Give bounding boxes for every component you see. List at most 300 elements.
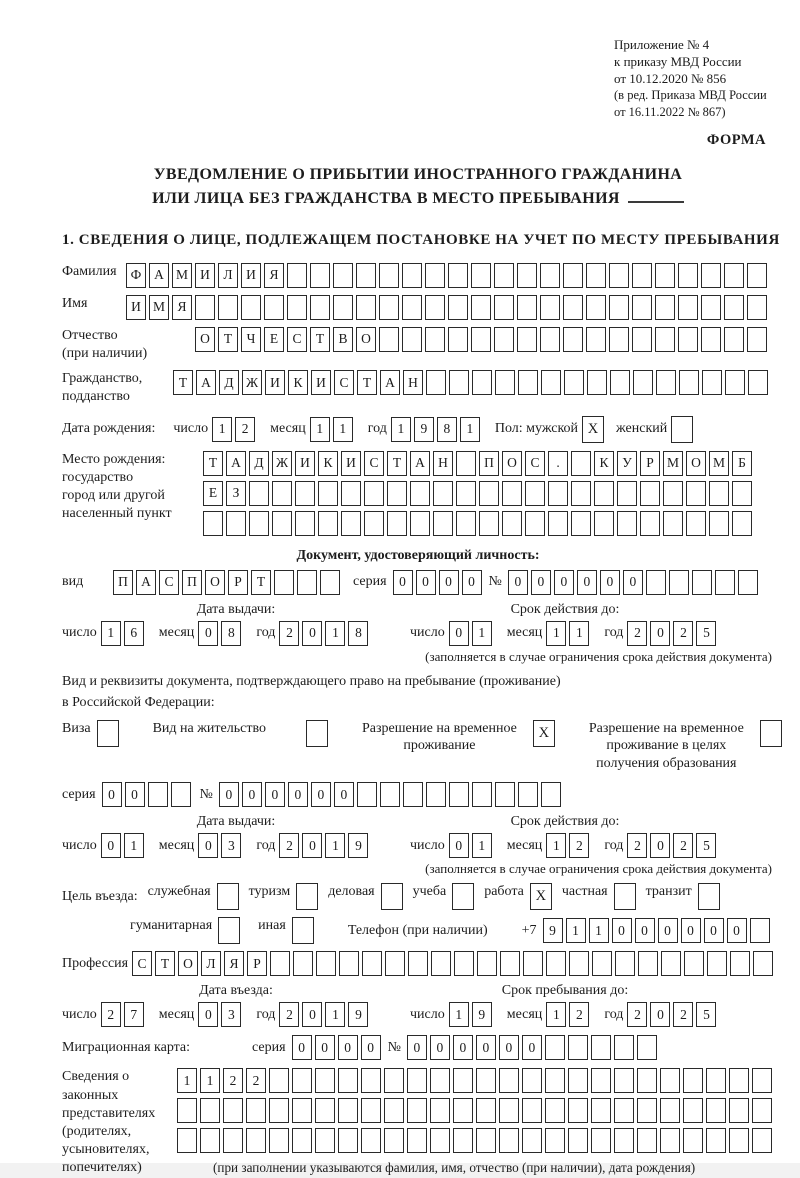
surname-cell[interactable] [425,263,445,288]
birth-place-cell[interactable]: К [594,451,614,476]
residence-number-cell[interactable] [495,782,515,807]
patronymic-cell[interactable] [402,327,422,352]
identity-issue-month-cell[interactable]: 8 [221,621,241,646]
birth-place-cell[interactable] [663,481,683,506]
representative-cell[interactable] [637,1128,657,1153]
residence-number-cell[interactable]: 0 [219,782,239,807]
representative-cell[interactable] [499,1068,519,1093]
birth-place-cell[interactable] [709,511,729,536]
stay-until-year-cell[interactable]: 0 [650,1002,670,1027]
temp-permit-education-checkbox[interactable] [760,720,782,747]
birth-year-cell[interactable]: 8 [437,417,457,442]
phone-digit-cell[interactable] [750,918,770,943]
profession-cell[interactable]: Я [224,951,244,976]
citizenship-cell[interactable] [702,370,722,395]
residence-valid-year-cell[interactable]: 5 [696,833,716,858]
residence-number-cell[interactable]: 0 [334,782,354,807]
citizenship-cell[interactable]: А [196,370,216,395]
representative-cell[interactable] [430,1068,450,1093]
birth-place-cell[interactable] [272,481,292,506]
surname-cell[interactable] [724,263,744,288]
representative-cell[interactable] [614,1068,634,1093]
surname-cell[interactable]: А [149,263,169,288]
representative-cell[interactable] [729,1068,749,1093]
migration-number-cell[interactable]: 0 [522,1035,542,1060]
birth-place-cell[interactable]: И [341,451,361,476]
patronymic-cell[interactable]: Е [264,327,284,352]
patronymic-cell[interactable]: Т [310,327,330,352]
identity-kind-cell[interactable]: П [113,570,133,595]
representative-cell[interactable] [292,1128,312,1153]
citizenship-cell[interactable]: И [311,370,331,395]
profession-cell[interactable] [730,951,750,976]
entry-day-cell[interactable]: 7 [124,1002,144,1027]
profession-cell[interactable] [431,951,451,976]
birth-place-cell[interactable]: С [364,451,384,476]
birth-place-cell[interactable] [709,481,729,506]
given-name-cell[interactable] [540,295,560,320]
representative-cell[interactable] [476,1068,496,1093]
birth-place-cell[interactable] [640,481,660,506]
representative-cell[interactable] [683,1068,703,1093]
migration-number-cell[interactable]: 0 [430,1035,450,1060]
representative-cell[interactable] [200,1098,220,1123]
citizenship-cell[interactable]: И [265,370,285,395]
representative-cell[interactable] [430,1128,450,1153]
profession-cell[interactable] [339,951,359,976]
citizenship-cell[interactable] [679,370,699,395]
representative-cell[interactable] [223,1128,243,1153]
identity-valid-month-cell[interactable]: 1 [569,621,589,646]
citizenship-cell[interactable]: Т [173,370,193,395]
identity-number-cell[interactable]: 0 [508,570,528,595]
representative-cell[interactable] [361,1068,381,1093]
citizenship-cell[interactable] [426,370,446,395]
profession-cell[interactable]: О [178,951,198,976]
identity-issue-year-cell[interactable]: 2 [279,621,299,646]
surname-cell[interactable] [655,263,675,288]
birth-place-cell[interactable] [525,511,545,536]
residence-number-cell[interactable] [541,782,561,807]
birth-place-cell[interactable]: Р [640,451,660,476]
birth-place-cell[interactable] [249,481,269,506]
profession-cell[interactable] [293,951,313,976]
given-name-cell[interactable] [678,295,698,320]
representative-cell[interactable] [453,1128,473,1153]
surname-cell[interactable] [448,263,468,288]
surname-cell[interactable] [563,263,583,288]
identity-kind-cell[interactable] [320,570,340,595]
representative-cell[interactable] [292,1098,312,1123]
identity-issue-year-cell[interactable]: 0 [302,621,322,646]
patronymic-cell[interactable] [517,327,537,352]
patronymic-cell[interactable] [701,327,721,352]
profession-cell[interactable] [362,951,382,976]
phone-digit-cell[interactable]: 0 [658,918,678,943]
birth-place-cell[interactable] [686,481,706,506]
migration-seriya-cell[interactable]: 0 [361,1035,381,1060]
representative-cell[interactable] [591,1068,611,1093]
phone-digit-cell[interactable]: 0 [727,918,747,943]
given-name-cell[interactable] [379,295,399,320]
representative-cell[interactable] [683,1128,703,1153]
birth-place-cell[interactable]: Ж [272,451,292,476]
birth-day-cell[interactable]: 1 [212,417,232,442]
citizenship-cell[interactable] [748,370,768,395]
residence-issue-day-cell[interactable]: 0 [101,833,121,858]
identity-kind-cell[interactable]: О [205,570,225,595]
entry-month-cell[interactable]: 0 [198,1002,218,1027]
birth-place-cell[interactable] [364,511,384,536]
entry-month-cell[interactable]: 3 [221,1002,241,1027]
stay-until-day-cell[interactable]: 1 [449,1002,469,1027]
residence-number-cell[interactable] [518,782,538,807]
representative-cell[interactable] [545,1068,565,1093]
migration-number-cell[interactable] [591,1035,611,1060]
surname-cell[interactable]: Ф [126,263,146,288]
sex-female-checkbox[interactable] [671,416,693,443]
identity-kind-cell[interactable] [297,570,317,595]
given-name-cell[interactable] [287,295,307,320]
representative-cell[interactable] [269,1098,289,1123]
identity-number-cell[interactable]: 0 [531,570,551,595]
representative-cell[interactable] [706,1128,726,1153]
migration-number-cell[interactable] [568,1035,588,1060]
birth-place-cell[interactable]: Е [203,481,223,506]
residence-valid-year-cell[interactable]: 2 [673,833,693,858]
given-name-cell[interactable] [356,295,376,320]
birth-place-cell[interactable]: Т [387,451,407,476]
patronymic-cell[interactable] [632,327,652,352]
birth-place-cell[interactable] [525,481,545,506]
identity-number-cell[interactable] [646,570,666,595]
given-name-cell[interactable] [586,295,606,320]
stay-until-day-cell[interactable]: 9 [472,1002,492,1027]
representative-cell[interactable] [315,1068,335,1093]
birth-place-cell[interactable] [456,451,476,476]
representative-cell[interactable] [384,1128,404,1153]
patronymic-cell[interactable] [448,327,468,352]
birth-place-cell[interactable]: Н [433,451,453,476]
representative-cell[interactable] [660,1128,680,1153]
profession-cell[interactable] [684,951,704,976]
given-name-cell[interactable] [632,295,652,320]
residence-number-cell[interactable] [426,782,446,807]
residence-number-cell[interactable]: 0 [242,782,262,807]
birth-place-cell[interactable] [594,511,614,536]
representative-cell[interactable] [637,1068,657,1093]
identity-valid-year-cell[interactable]: 2 [627,621,647,646]
representative-cell[interactable] [476,1098,496,1123]
representative-cell[interactable]: 2 [246,1068,266,1093]
birth-place-cell[interactable]: А [410,451,430,476]
representative-cell[interactable] [384,1068,404,1093]
representative-cell[interactable] [522,1098,542,1123]
patronymic-cell[interactable]: Т [218,327,238,352]
birth-place-cell[interactable] [341,511,361,536]
given-name-cell[interactable] [402,295,422,320]
representative-cell[interactable] [522,1128,542,1153]
residence-issue-month-cell[interactable]: 0 [198,833,218,858]
representative-cell[interactable] [522,1068,542,1093]
temp-permit-checkbox[interactable]: X [533,720,555,747]
representative-cell[interactable] [729,1128,749,1153]
birth-place-cell[interactable] [617,481,637,506]
identity-issue-day-cell[interactable]: 6 [124,621,144,646]
patronymic-cell[interactable]: Ч [241,327,261,352]
residence-valid-day-cell[interactable]: 0 [449,833,469,858]
identity-issue-day-cell[interactable]: 1 [101,621,121,646]
representative-cell[interactable] [269,1128,289,1153]
identity-valid-year-cell[interactable]: 0 [650,621,670,646]
identity-valid-month-cell[interactable]: 1 [546,621,566,646]
residence-seriya-cell[interactable] [148,782,168,807]
birth-place-cell[interactable]: О [686,451,706,476]
identity-issue-year-cell[interactable]: 1 [325,621,345,646]
citizenship-cell[interactable]: Т [357,370,377,395]
birth-place-cell[interactable]: И [295,451,315,476]
residence-seriya-cell[interactable]: 0 [125,782,145,807]
representative-cell[interactable] [752,1128,772,1153]
surname-cell[interactable] [471,263,491,288]
birth-place-cell[interactable] [479,511,499,536]
birth-place-cell[interactable] [295,481,315,506]
birth-place-cell[interactable]: К [318,451,338,476]
representative-cell[interactable] [591,1098,611,1123]
stay-until-year-cell[interactable]: 2 [627,1002,647,1027]
entry-day-cell[interactable]: 2 [101,1002,121,1027]
purpose-humanitarian-checkbox[interactable] [218,917,240,944]
birth-place-cell[interactable] [732,481,752,506]
stay-until-year-cell[interactable]: 2 [673,1002,693,1027]
sex-male-checkbox[interactable]: X [582,416,604,443]
birth-place-cell[interactable]: З [226,481,246,506]
representative-cell[interactable] [545,1098,565,1123]
residence-valid-month-cell[interactable]: 2 [569,833,589,858]
migration-number-cell[interactable] [614,1035,634,1060]
birth-place-cell[interactable]: Д [249,451,269,476]
birth-place-cell[interactable] [594,481,614,506]
residence-issue-year-cell[interactable]: 2 [279,833,299,858]
representative-cell[interactable] [338,1128,358,1153]
birth-place-cell[interactable] [272,511,292,536]
residence-number-cell[interactable] [472,782,492,807]
representative-cell[interactable] [177,1098,197,1123]
patronymic-cell[interactable]: О [356,327,376,352]
birth-month-cell[interactable]: 1 [310,417,330,442]
phone-digit-cell[interactable]: 1 [566,918,586,943]
patronymic-cell[interactable] [563,327,583,352]
representative-cell[interactable] [292,1068,312,1093]
given-name-cell[interactable] [425,295,445,320]
surname-cell[interactable] [586,263,606,288]
purpose-study-checkbox[interactable] [452,883,474,910]
representative-cell[interactable] [660,1098,680,1123]
entry-year-cell[interactable]: 9 [348,1002,368,1027]
representative-cell[interactable] [499,1128,519,1153]
representative-cell[interactable] [729,1098,749,1123]
identity-valid-year-cell[interactable]: 2 [673,621,693,646]
profession-cell[interactable] [408,951,428,976]
representative-cell[interactable] [637,1098,657,1123]
birth-place-cell[interactable] [456,481,476,506]
birth-place-cell[interactable] [617,511,637,536]
birth-place-cell[interactable] [410,481,430,506]
birth-place-cell[interactable] [433,481,453,506]
profession-cell[interactable]: Л [201,951,221,976]
representative-cell[interactable] [338,1068,358,1093]
patronymic-cell[interactable] [678,327,698,352]
citizenship-cell[interactable] [564,370,584,395]
surname-cell[interactable] [540,263,560,288]
birth-place-cell[interactable]: М [709,451,729,476]
surname-cell[interactable]: М [172,263,192,288]
citizenship-cell[interactable] [656,370,676,395]
given-name-cell[interactable] [701,295,721,320]
residence-issue-year-cell[interactable]: 0 [302,833,322,858]
representative-cell[interactable]: 2 [223,1068,243,1093]
given-name-cell[interactable] [218,295,238,320]
representative-cell[interactable] [752,1068,772,1093]
patronymic-cell[interactable] [586,327,606,352]
residence-number-cell[interactable] [380,782,400,807]
birth-place-cell[interactable] [410,511,430,536]
given-name-cell[interactable] [517,295,537,320]
profession-cell[interactable] [638,951,658,976]
birth-place-cell[interactable] [341,481,361,506]
surname-cell[interactable] [287,263,307,288]
identity-kind-cell[interactable] [274,570,294,595]
given-name-cell[interactable] [241,295,261,320]
given-name-cell[interactable] [724,295,744,320]
profession-cell[interactable] [661,951,681,976]
citizenship-cell[interactable]: К [288,370,308,395]
birth-place-cell[interactable] [387,481,407,506]
representative-cell[interactable] [384,1098,404,1123]
birth-year-cell[interactable]: 1 [391,417,411,442]
representative-cell[interactable] [315,1128,335,1153]
identity-number-cell[interactable]: 0 [554,570,574,595]
citizenship-cell[interactable] [633,370,653,395]
birth-year-cell[interactable]: 1 [460,417,480,442]
surname-cell[interactable] [356,263,376,288]
birth-place-cell[interactable]: А [226,451,246,476]
birth-day-cell[interactable]: 2 [235,417,255,442]
entry-year-cell[interactable]: 1 [325,1002,345,1027]
birth-place-cell[interactable] [686,511,706,536]
representative-cell[interactable] [545,1128,565,1153]
patronymic-cell[interactable]: О [195,327,215,352]
surname-cell[interactable]: Л [218,263,238,288]
birth-place-cell[interactable]: О [502,451,522,476]
representative-cell[interactable] [476,1128,496,1153]
representative-cell[interactable] [683,1098,703,1123]
birth-place-cell[interactable] [456,511,476,536]
residence-issue-day-cell[interactable]: 1 [124,833,144,858]
migration-number-cell[interactable] [637,1035,657,1060]
surname-cell[interactable] [310,263,330,288]
stay-until-month-cell[interactable]: 1 [546,1002,566,1027]
migration-number-cell[interactable]: 0 [453,1035,473,1060]
residence-issue-year-cell[interactable]: 9 [348,833,368,858]
birth-place-cell[interactable] [502,511,522,536]
identity-kind-cell[interactable]: А [136,570,156,595]
identity-number-cell[interactable]: 0 [577,570,597,595]
birth-place-cell[interactable] [479,481,499,506]
residence-issue-year-cell[interactable]: 1 [325,833,345,858]
citizenship-cell[interactable] [495,370,515,395]
residence-valid-year-cell[interactable]: 2 [627,833,647,858]
entry-year-cell[interactable]: 2 [279,1002,299,1027]
migration-number-cell[interactable]: 0 [407,1035,427,1060]
residence-issue-month-cell[interactable]: 3 [221,833,241,858]
representative-cell[interactable] [361,1128,381,1153]
phone-digit-cell[interactable]: 0 [635,918,655,943]
profession-cell[interactable] [316,951,336,976]
representative-cell[interactable] [453,1098,473,1123]
given-name-cell[interactable]: Я [172,295,192,320]
representative-cell[interactable] [568,1128,588,1153]
surname-cell[interactable]: И [195,263,215,288]
purpose-other-checkbox[interactable] [292,917,314,944]
visa-checkbox[interactable] [97,720,119,747]
identity-number-cell[interactable]: 0 [600,570,620,595]
identity-number-cell[interactable] [715,570,735,595]
birth-place-cell[interactable]: Т [203,451,223,476]
citizenship-cell[interactable] [449,370,469,395]
patronymic-cell[interactable] [655,327,675,352]
given-name-cell[interactable] [563,295,583,320]
citizenship-cell[interactable]: Ж [242,370,262,395]
birth-place-cell[interactable] [364,481,384,506]
residence-number-cell[interactable]: 0 [265,782,285,807]
representative-cell[interactable] [407,1098,427,1123]
representative-cell[interactable] [752,1098,772,1123]
representative-cell[interactable] [706,1098,726,1123]
surname-cell[interactable] [632,263,652,288]
birth-place-cell[interactable] [318,511,338,536]
birth-place-cell[interactable]: Б [732,451,752,476]
residence-valid-month-cell[interactable]: 1 [546,833,566,858]
citizenship-cell[interactable]: Д [219,370,239,395]
birth-place-cell[interactable] [571,451,591,476]
identity-valid-year-cell[interactable]: 5 [696,621,716,646]
citizenship-cell[interactable]: Н [403,370,423,395]
surname-cell[interactable] [517,263,537,288]
surname-cell[interactable] [402,263,422,288]
surname-cell[interactable]: И [241,263,261,288]
residence-permit-checkbox[interactable] [306,720,328,747]
representative-cell[interactable] [177,1128,197,1153]
profession-cell[interactable] [707,951,727,976]
patronymic-cell[interactable]: С [287,327,307,352]
representative-cell[interactable] [568,1068,588,1093]
citizenship-cell[interactable]: С [334,370,354,395]
surname-cell[interactable] [701,263,721,288]
citizenship-cell[interactable]: А [380,370,400,395]
representative-cell[interactable] [338,1098,358,1123]
given-name-cell[interactable] [655,295,675,320]
identity-number-cell[interactable] [669,570,689,595]
profession-cell[interactable]: Р [247,951,267,976]
birth-place-cell[interactable] [571,481,591,506]
representative-cell[interactable] [430,1098,450,1123]
phone-digit-cell[interactable]: 9 [543,918,563,943]
representative-cell[interactable]: 1 [200,1068,220,1093]
birth-place-cell[interactable]: С [525,451,545,476]
phone-digit-cell[interactable]: 0 [704,918,724,943]
birth-month-cell[interactable]: 1 [333,417,353,442]
